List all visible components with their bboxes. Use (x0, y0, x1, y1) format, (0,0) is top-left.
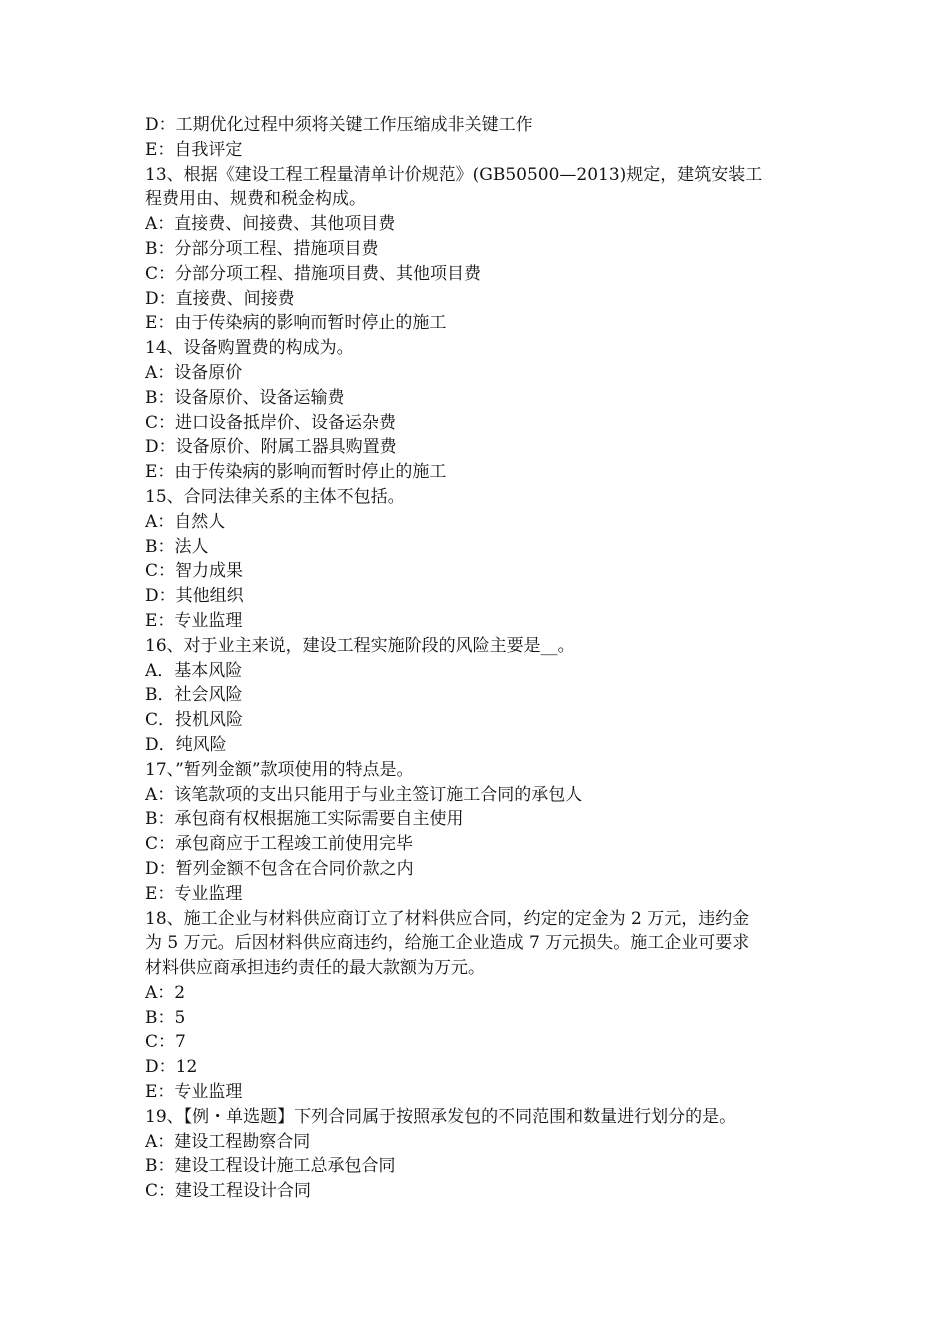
option-line: B：承包商有权根据施工实际需要自主使用 (145, 809, 464, 830)
option-line: D：设备原价、附属工器具购置费 (145, 437, 397, 458)
option-line: A：该笔款项的支出只能用于与业主签订施工合同的承包人 (145, 784, 583, 805)
option-line: B：设备原价、设备运输费 (145, 387, 345, 408)
option-line: B．社会风险 (145, 685, 243, 706)
question-line: 程费用由、规费和税金构成。 (145, 189, 366, 210)
option-line: E：专业监理 (145, 610, 243, 631)
option-line: C：承包商应于工程竣工前使用完毕 (145, 834, 414, 855)
option-line: C：建设工程设计合同 (145, 1181, 312, 1202)
option-line: B：建设工程设计施工总承包合同 (145, 1156, 396, 1177)
option-line: B：法人 (145, 536, 209, 557)
option-line: C：进口设备抵岸价、设备运杂费 (145, 412, 397, 433)
option-line: D：其他组织 (145, 586, 244, 607)
option-line: B：5 (145, 1007, 186, 1028)
question-line: 14、设备购置费的构成为。 (145, 338, 354, 359)
option-line: C：智力成果 (145, 561, 244, 582)
question-line: 为 5 万元。后因材料供应商违约，给施工企业造成 7 万元损失。施工企业可要求 (145, 933, 750, 954)
option-line: E：专业监理 (145, 1082, 243, 1103)
option-line: E：由于传染病的影响而暂时停止的施工 (145, 462, 447, 483)
option-line: A：建设工程勘察合同 (145, 1131, 311, 1152)
option-line: C．投机风险 (145, 710, 244, 731)
question-line: 17、”暂列金额”款项使用的特点是。 (145, 759, 414, 780)
option-line: D：直接费、间接费 (145, 288, 295, 309)
option-line: A：2 (145, 982, 186, 1003)
option-line: D：12 (145, 1057, 198, 1078)
question-line: 材料供应商承担违约责任的最大款额为万元。 (145, 958, 485, 979)
option-line: E：专业监理 (145, 883, 243, 904)
option-line: A．基本风险 (145, 660, 243, 681)
option-line: D：暂列金额不包含在合同价款之内 (145, 858, 414, 879)
option-line: E：由于传染病的影响而暂时停止的施工 (145, 313, 447, 334)
option-line: C：分部分项工程、措施项目费、其他项目费 (145, 263, 482, 284)
question-line: 18、施工企业与材料供应商订立了材料供应合同，约定的定金为 2 万元，违约金 (145, 908, 750, 929)
option-line: A：自然人 (145, 511, 226, 532)
option-line: A：直接费、间接费、其他项目费 (145, 214, 396, 235)
question-line: 15、合同法律关系的主体不包括。 (145, 486, 405, 507)
document-body (145, 113, 810, 1204)
question-line: 19、【例・单选题】下列合同属于按照承发包的不同范围和数量进行划分的是。 (145, 1106, 737, 1127)
option-line: E：自我评定 (145, 139, 243, 160)
option-line: B：分部分项工程、措施项目费 (145, 238, 379, 259)
question-line: 13、根据《建设工程工程量清单计价规范》(GB50500—2013)规定，建筑安装工 (145, 164, 763, 185)
option-line: C：7 (145, 1032, 186, 1053)
option-line: D：工期优化过程中须将关键工作压缩成非关键工作 (145, 115, 533, 135)
option-line: A：设备原价 (145, 362, 243, 383)
question-line: 16、对于业主来说，建设工程实施阶段的风险主要是__。 (145, 635, 575, 656)
option-line: D．纯风险 (145, 734, 227, 755)
